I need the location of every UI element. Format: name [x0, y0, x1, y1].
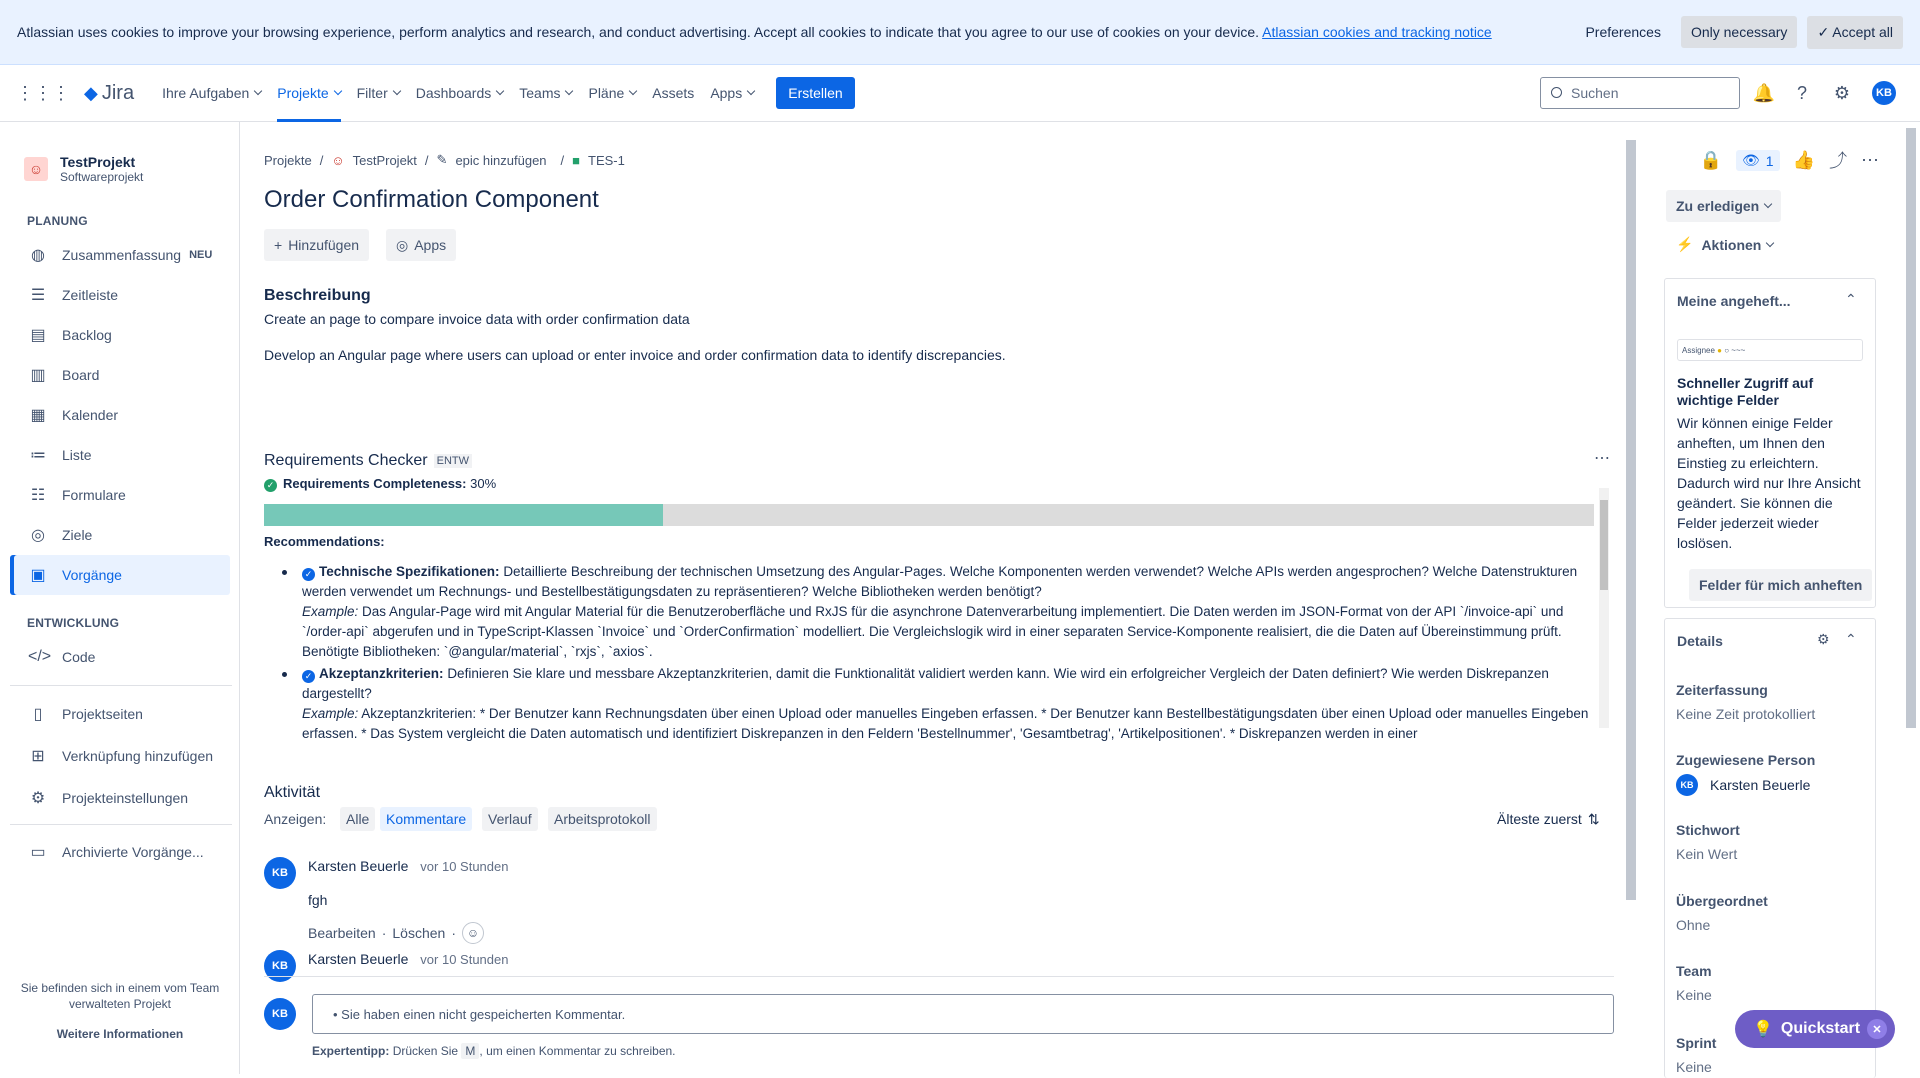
- details-heading[interactable]: Details: [1677, 633, 1723, 649]
- status-dropdown[interactable]: Zu erledigen: [1666, 190, 1781, 222]
- sort-icon: ⇅: [1587, 811, 1600, 827]
- comment-body: fgh: [308, 892, 328, 908]
- sidebar-item-archiviert[interactable]: ▭ Archivierte Vorgänge...: [10, 832, 230, 872]
- completeness-label: Requirements Completeness:: [283, 476, 467, 491]
- chevron-down-icon: [629, 87, 637, 95]
- chevron-down-icon: [496, 87, 504, 95]
- eye-icon: 👁: [1742, 152, 1760, 168]
- sidebar-item-formulare[interactable]: ☷ Formulare: [10, 475, 230, 515]
- side-panel-scrollbar[interactable]: [1906, 128, 1916, 728]
- chevron-down-icon: [1764, 200, 1772, 208]
- issue-view: Projekte / ☺ TestProjekt / ✎ epic hinzufügen / ■ TES-1 Order Confirmation Component + Hinzufügen ◎ Apps Beschreibung Create an page to compare invoice data with order confirmation data Develop an Angular page where users can upload or enter invoice and order confirmation data to identify discrepancies. Requirements Checker ENTW ⋯ ✓ Requirements Completeness: 30% Recommendations: ✓ Technische Spezifikationen: Detaillierte Beschreibung der technischen Umsetzung des Angular-Pages. Welche Komponenten werden verwendet? Welche APIs werden angesprochen? Welche Datenstrukturen werden verwendet um Rechnungs- und Bestellbestätigungsdaten zu repräsentieren? Welche Bibliotheken werden benötigt? Example: Das Angular-Page wird mit Angular Material für die Benutzeroberfläche und RxJS für die asynchrone Datenverarbeitung implementiert. Die Daten werden im JSON-Format von der API `/invoice-api` und `/order-api` abgerufen und in TypeScript-Klassen `Invoice` und `OrderConfirmation` modelliert. Die Vergleichslogik wird in einer separaten Service-Komponente realisiert, die die Daten auf Übereinstimmung prüft. Benötigte Bibliotheken: `@angular/material`, `rxjs`, `axios`. ✓ Akzeptanzkriterien: Definieren Sie klare und messbare Akzeptanzkriterien, damit die Funktionalität validiert werden kann. Wie wird ein erfolgreicher Vergleich der Daten definiert? Wie werden Diskrepanzen dargestellt? Example: Akzeptanzkriterien: * Der Benutzer kann Rechnungsdaten über einen Upload oder manuelles Eingeben erfassen. * Der Benutzer kann Bestellbestätigungsdaten über einen Upload oder manuelles Eingeben erfassen. * Das System vergleicht die Daten automatisch und identifiziert Diskrepanzen in den Feldern 'Bestellnummer', 'Gesamtbetrag', 'Artikelpositionen'. * Diskrepanzen werden in einer Aktivität Anzeigen: Alle Kommentare Verlauf Arbeitsprotokoll Älteste zuerst ⇅ KB Karsten Beuerle vor 10 Stunden fgh Bearbeiten · Löschen · ☺ KB Karsten Beuerle vor 10 Stunden KB • Sie haben einen nicht gespeicherten Kommentar. Expertentipp: Drücken Sie M , um einen Kommentar zu schreiben.: [264, 122, 1624, 1074]
- env-badge: ENTW: [434, 454, 472, 468]
- assignee-avatar: KB: [1676, 774, 1698, 796]
- pinned-heading[interactable]: Meine angeheft...: [1677, 293, 1791, 309]
- sidebar-item-code[interactable]: </> Code: [28, 648, 96, 665]
- nav-ihre-aufgaben[interactable]: Ihre Aufgaben: [162, 65, 261, 122]
- search-input[interactable]: Suchen: [1540, 77, 1740, 109]
- board-icon: ▥: [30, 367, 46, 384]
- description-line-2[interactable]: Develop an Angular page where users can upload or enter invoice and order confirmation data to identify discrepancies.: [264, 347, 1006, 363]
- nav-plaene[interactable]: Pläne: [588, 65, 636, 122]
- sidebar-item-zusammenfassung[interactable]: ◍ Zusammenfassung NEU: [10, 235, 230, 275]
- recommendation-item: ✓ Technische Spezifikationen: Detaillierte Beschreibung der technischen Umsetzung des Angular-Pages. Welche Komponenten werden verwendet? Welche APIs werden angesprochen? Welche Datenstrukturen werden verwendet um Rechnungs- und Bestellbestätigungsdaten zu repräsentieren? Welche Bibliotheken werden benötigt? Example: Das Angular-Page wird mit Angular Material für die Benutzeroberfläche und RxJS für die asynchrone Datenverarbeitung implementiert. Die Daten werden im JSON-Format von der API `/invoice-api` und `/order-api` abgerufen und in TypeScript-Klassen `Invoice` und `OrderConfirmation` modelliert. Die Vergleichslogik wird in einer separaten Service-Komponente realisiert, die die Daten auf Übereinstimmung prüft. Benötigte Bibliotheken: `@angular/material`, `rxjs`, `axios`.: [302, 562, 1592, 662]
- cookie-message: Atlassian uses cookies to improve your browsing experience, perform analytics and research, and conduct advertising. Accept all cookies to indicate that you agree to our use of cookies on your device.: [17, 24, 1260, 40]
- quick-access-text: Wir können einige Felder anheften, um Ihnen den Einstieg zu erleichtern. Dadurch wird nur Ihre Ansicht geändert. Sie können die Felder jederzeit wieder loslösen.: [1677, 415, 1861, 551]
- settings-icon[interactable]: ⚙: [1833, 82, 1851, 103]
- tab-arbeitsprotokoll[interactable]: Arbeitsprotokoll: [548, 807, 657, 831]
- sidebar-item-backlog[interactable]: ▤ Backlog: [10, 315, 230, 355]
- new-badge: NEU: [189, 249, 213, 261]
- page-icon: ▯: [33, 706, 43, 723]
- chevron-up-icon[interactable]: ⌃: [1845, 291, 1857, 307]
- add-shortcut-icon: ⊞: [31, 748, 45, 765]
- project-avatar-small: ☺: [331, 152, 345, 168]
- quick-access-title: Schneller Zugriff auf wichtige Felder: [1677, 375, 1814, 408]
- sidebar-item-vorgaenge[interactable]: ▣ Vorgänge: [10, 555, 230, 595]
- issue-title[interactable]: Order Confirmation Component: [264, 186, 599, 213]
- sidebar-item-liste[interactable]: ≔ Liste: [30, 447, 92, 464]
- sidebar-item-kalender[interactable]: ▦ Kalender: [10, 395, 230, 435]
- completeness-value: 30%: [470, 476, 497, 491]
- accept-all-button[interactable]: ✓ Accept all: [1807, 16, 1903, 49]
- field-stichwort[interactable]: Stichwort Kein Wert: [1676, 822, 1740, 862]
- description-line-1[interactable]: Create an page to compare invoice data with order confirmation data: [264, 311, 690, 327]
- breadcrumb-add-epic[interactable]: epic hinzufügen: [455, 152, 547, 168]
- story-icon: ■: [572, 152, 581, 168]
- cookie-banner: [0, 0, 1920, 65]
- nav-teams[interactable]: Teams: [519, 65, 572, 122]
- sort-toggle[interactable]: Älteste zuerst ⇅: [1497, 811, 1600, 827]
- notifications-icon[interactable]: 🔔: [1752, 82, 1776, 103]
- project-sidebar: [0, 122, 240, 1074]
- section-entwicklung: ENTWICKLUNG: [27, 616, 120, 630]
- list-icon: ≔: [30, 447, 46, 464]
- comment-author[interactable]: Karsten Beuerle: [308, 858, 409, 874]
- chevron-down-icon: [393, 87, 401, 95]
- divider: [264, 976, 1614, 977]
- pencil-icon: ✎: [436, 152, 448, 167]
- description-heading: Beschreibung: [264, 287, 371, 304]
- comment-time: vor 10 Stunden: [420, 859, 509, 874]
- current-user-avatar: KB: [264, 998, 296, 1030]
- sidebar-item-zeitleiste[interactable]: ☰ Zeitleiste: [10, 275, 230, 315]
- avatar-icon: ●: [1717, 346, 1722, 355]
- chevron-down-icon: [565, 87, 573, 95]
- show-label: Anzeigen:: [264, 811, 327, 827]
- apps-icon: ◎: [396, 236, 409, 253]
- recommendation-item: ✓ Akzeptanzkriterien: Definieren Sie klare und messbare Akzeptanzkriterien, damit die Funktionalität validiert werden kann. Wie wird ein erfolgreicher Vergleich der Daten definiert? Wie werden Diskrepanzen dargestellt? Example: Akzeptanzkriterien: * Der Benutzer kann Rechnungsdaten über einen Upload oder manuelles Eingeben erfassen. * Der Benutzer kann Bestellbestätigungsdaten über einen Upload oder manuelles Eingeben erfassen. * Das System vergleicht die Daten automatisch und identifiziert Diskrepanzen in den Feldern 'Bestellnummer', 'Gesamtbetrag', 'Artikelpositionen'. * Diskrepanzen werden in einer: [302, 664, 1592, 744]
- section-planung: PLANUNG: [27, 214, 88, 228]
- check-circle-icon: ✓: [264, 479, 277, 492]
- comment: [264, 950, 508, 982]
- author-avatar[interactable]: KB: [264, 950, 296, 982]
- help-icon[interactable]: ?: [1796, 82, 1807, 103]
- requirements-checker-panel: [264, 452, 1614, 862]
- nav-apps[interactable]: Apps: [710, 65, 754, 122]
- cookie-notice-link[interactable]: Atlassian cookies and tracking notice: [1262, 24, 1492, 40]
- comment-input[interactable]: • Sie haben einen nicht gespeicherten Kommentar.: [312, 994, 1614, 1034]
- share-icon[interactable]: ⤴: [1829, 151, 1847, 171]
- issues-icon: ▣: [30, 567, 46, 584]
- keyboard-key: M: [461, 1043, 479, 1059]
- project-name: TestProjekt: [60, 154, 136, 170]
- chevron-down-icon: [1766, 238, 1774, 246]
- only-necessary-button[interactable]: Only necessary: [1681, 16, 1797, 48]
- project-type: Softwareprojekt: [60, 170, 144, 184]
- more-options-icon[interactable]: ⋯: [1594, 450, 1610, 467]
- field-zeiterfassung[interactable]: Zeiterfassung Keine Zeit protokolliert: [1676, 682, 1816, 722]
- globe-icon: ◍: [31, 247, 45, 264]
- check-badge-icon: ✓: [302, 568, 315, 581]
- check-icon: ✓: [1817, 23, 1833, 40]
- panel-scrollbar[interactable]: [1599, 488, 1609, 728]
- preferences-button[interactable]: Preferences: [1585, 24, 1661, 40]
- code-icon: </>: [28, 648, 52, 665]
- chevron-down-icon: [747, 87, 755, 95]
- thumbs-up-icon[interactable]: 👍: [1792, 149, 1816, 170]
- add-button[interactable]: + Hinzufügen: [264, 229, 369, 261]
- author-avatar[interactable]: KB: [264, 857, 296, 889]
- gear-icon: ⚙: [30, 790, 46, 807]
- create-button[interactable]: Erstellen: [776, 77, 854, 109]
- close-icon[interactable]: ✕: [1867, 1019, 1887, 1039]
- sidebar-item-board[interactable]: ▥ Board: [10, 355, 230, 395]
- top-navigation: [0, 65, 1920, 122]
- breadcrumb-project[interactable]: TestProjekt: [352, 152, 417, 168]
- comment-author[interactable]: Karsten Beuerle: [308, 951, 409, 967]
- target-icon: ◎: [31, 527, 45, 544]
- nav-dashboards[interactable]: Dashboards: [416, 65, 504, 122]
- issue-side-panel: [1654, 122, 1920, 1074]
- lightning-icon: ⚡: [1676, 236, 1694, 252]
- jira-logo[interactable]: ◆ Jira: [84, 81, 135, 104]
- quickstart-button[interactable]: 💡 Quickstart ✕: [1735, 1010, 1895, 1048]
- divider: [10, 824, 232, 825]
- chevron-up-icon[interactable]: ⌃: [1845, 631, 1857, 647]
- requirements-content: [264, 474, 1594, 741]
- field-assignee[interactable]: Zugewiesene Person KB Karsten Beuerle: [1676, 752, 1815, 796]
- breadcrumb: Projekte / ☺ TestProjekt / ✎ epic hinzufügen / ■ TES-1: [264, 152, 625, 168]
- nav-filter[interactable]: Filter: [357, 65, 400, 122]
- chevron-down-icon: [254, 87, 262, 95]
- team-managed-note: Sie befinden sich in einem vom Team verwalteten Projekt: [20, 981, 220, 1011]
- completeness-progress-bar: [264, 504, 1594, 526]
- lightbulb-icon: 💡: [1753, 1021, 1773, 1038]
- backlog-icon: ▤: [30, 327, 46, 344]
- sidebar-item-ziele[interactable]: ◎ Ziele: [10, 515, 230, 555]
- apps-button[interactable]: ◎ Apps: [386, 229, 456, 261]
- field-parent[interactable]: Übergeordnet Ohne: [1676, 893, 1768, 933]
- jira-logo-icon: ◆: [84, 82, 98, 103]
- comment-time: vor 10 Stunden: [420, 952, 509, 967]
- pinned-preview-image: Assignee ● ○ ~~~: [1677, 339, 1863, 361]
- tab-kommentare[interactable]: Kommentare: [380, 807, 472, 831]
- watchers-button[interactable]: 👁 1: [1736, 150, 1780, 171]
- field-sprint[interactable]: Sprint Keine: [1676, 1035, 1717, 1075]
- search-icon: [1551, 87, 1562, 98]
- chevron-down-icon: [333, 87, 341, 95]
- pinned-fields-card: [1664, 278, 1876, 608]
- field-team[interactable]: Team Keine: [1676, 963, 1712, 1003]
- breadcrumb-issue-key[interactable]: TES-1: [588, 152, 625, 168]
- add-reaction-icon[interactable]: ☺: [462, 922, 484, 944]
- tab-verlauf[interactable]: Verlauf: [482, 807, 538, 831]
- timeline-icon: ☰: [30, 287, 46, 304]
- divider: [10, 685, 232, 686]
- delete-comment-button[interactable]: Löschen: [392, 925, 446, 941]
- nav-projekte[interactable]: Projekte: [277, 65, 340, 122]
- plus-icon: +: [274, 237, 283, 253]
- sidebar-item-verknuepfung[interactable]: ⊞ Verknüpfung hinzufügen: [10, 736, 230, 776]
- panel-scroll-thumb[interactable]: [1600, 500, 1608, 590]
- more-icon[interactable]: ⋯: [1861, 149, 1879, 170]
- edit-comment-button[interactable]: Bearbeiten: [308, 925, 376, 941]
- project-avatar: ☺: [24, 157, 48, 181]
- nav-assets[interactable]: Assets: [652, 85, 695, 101]
- actions-dropdown[interactable]: ⚡ Aktionen: [1676, 236, 1773, 253]
- pin-fields-button[interactable]: Felder für mich anheften: [1689, 569, 1872, 601]
- main-scrollbar[interactable]: [1626, 140, 1636, 900]
- archive-icon: ▭: [30, 844, 46, 861]
- user-avatar[interactable]: KB: [1872, 81, 1896, 105]
- expert-tip: Expertentipp: Drücken Sie M , um einen Kommentar zu schreiben.: [312, 1044, 676, 1058]
- form-icon: ☷: [30, 487, 46, 504]
- sidebar-item-projekteinstellungen[interactable]: ⚙ Projekteinstellungen: [10, 778, 230, 818]
- sidebar-item-projektseiten[interactable]: ▯ Projektseiten: [10, 694, 230, 734]
- progress-fill: [264, 504, 663, 526]
- app-switcher-icon[interactable]: ⋮⋮⋮: [16, 82, 70, 103]
- calendar-icon: ▦: [30, 407, 46, 424]
- check-badge-icon: ✓: [302, 670, 315, 683]
- comment: [264, 857, 508, 889]
- gear-icon[interactable]: ⚙: [1817, 631, 1830, 647]
- requirements-checker-title: Requirements Checker: [264, 452, 428, 469]
- lock-icon[interactable]: 🔒: [1699, 149, 1723, 170]
- tab-alle[interactable]: Alle: [340, 807, 375, 831]
- recommendations-heading: Recommendations:: [264, 534, 385, 549]
- activity-heading: Aktivität: [264, 784, 321, 801]
- breadcrumb-projekte[interactable]: Projekte: [264, 152, 312, 168]
- project-header[interactable]: [24, 154, 143, 184]
- more-info-link[interactable]: Weitere Informationen: [56, 1027, 184, 1041]
